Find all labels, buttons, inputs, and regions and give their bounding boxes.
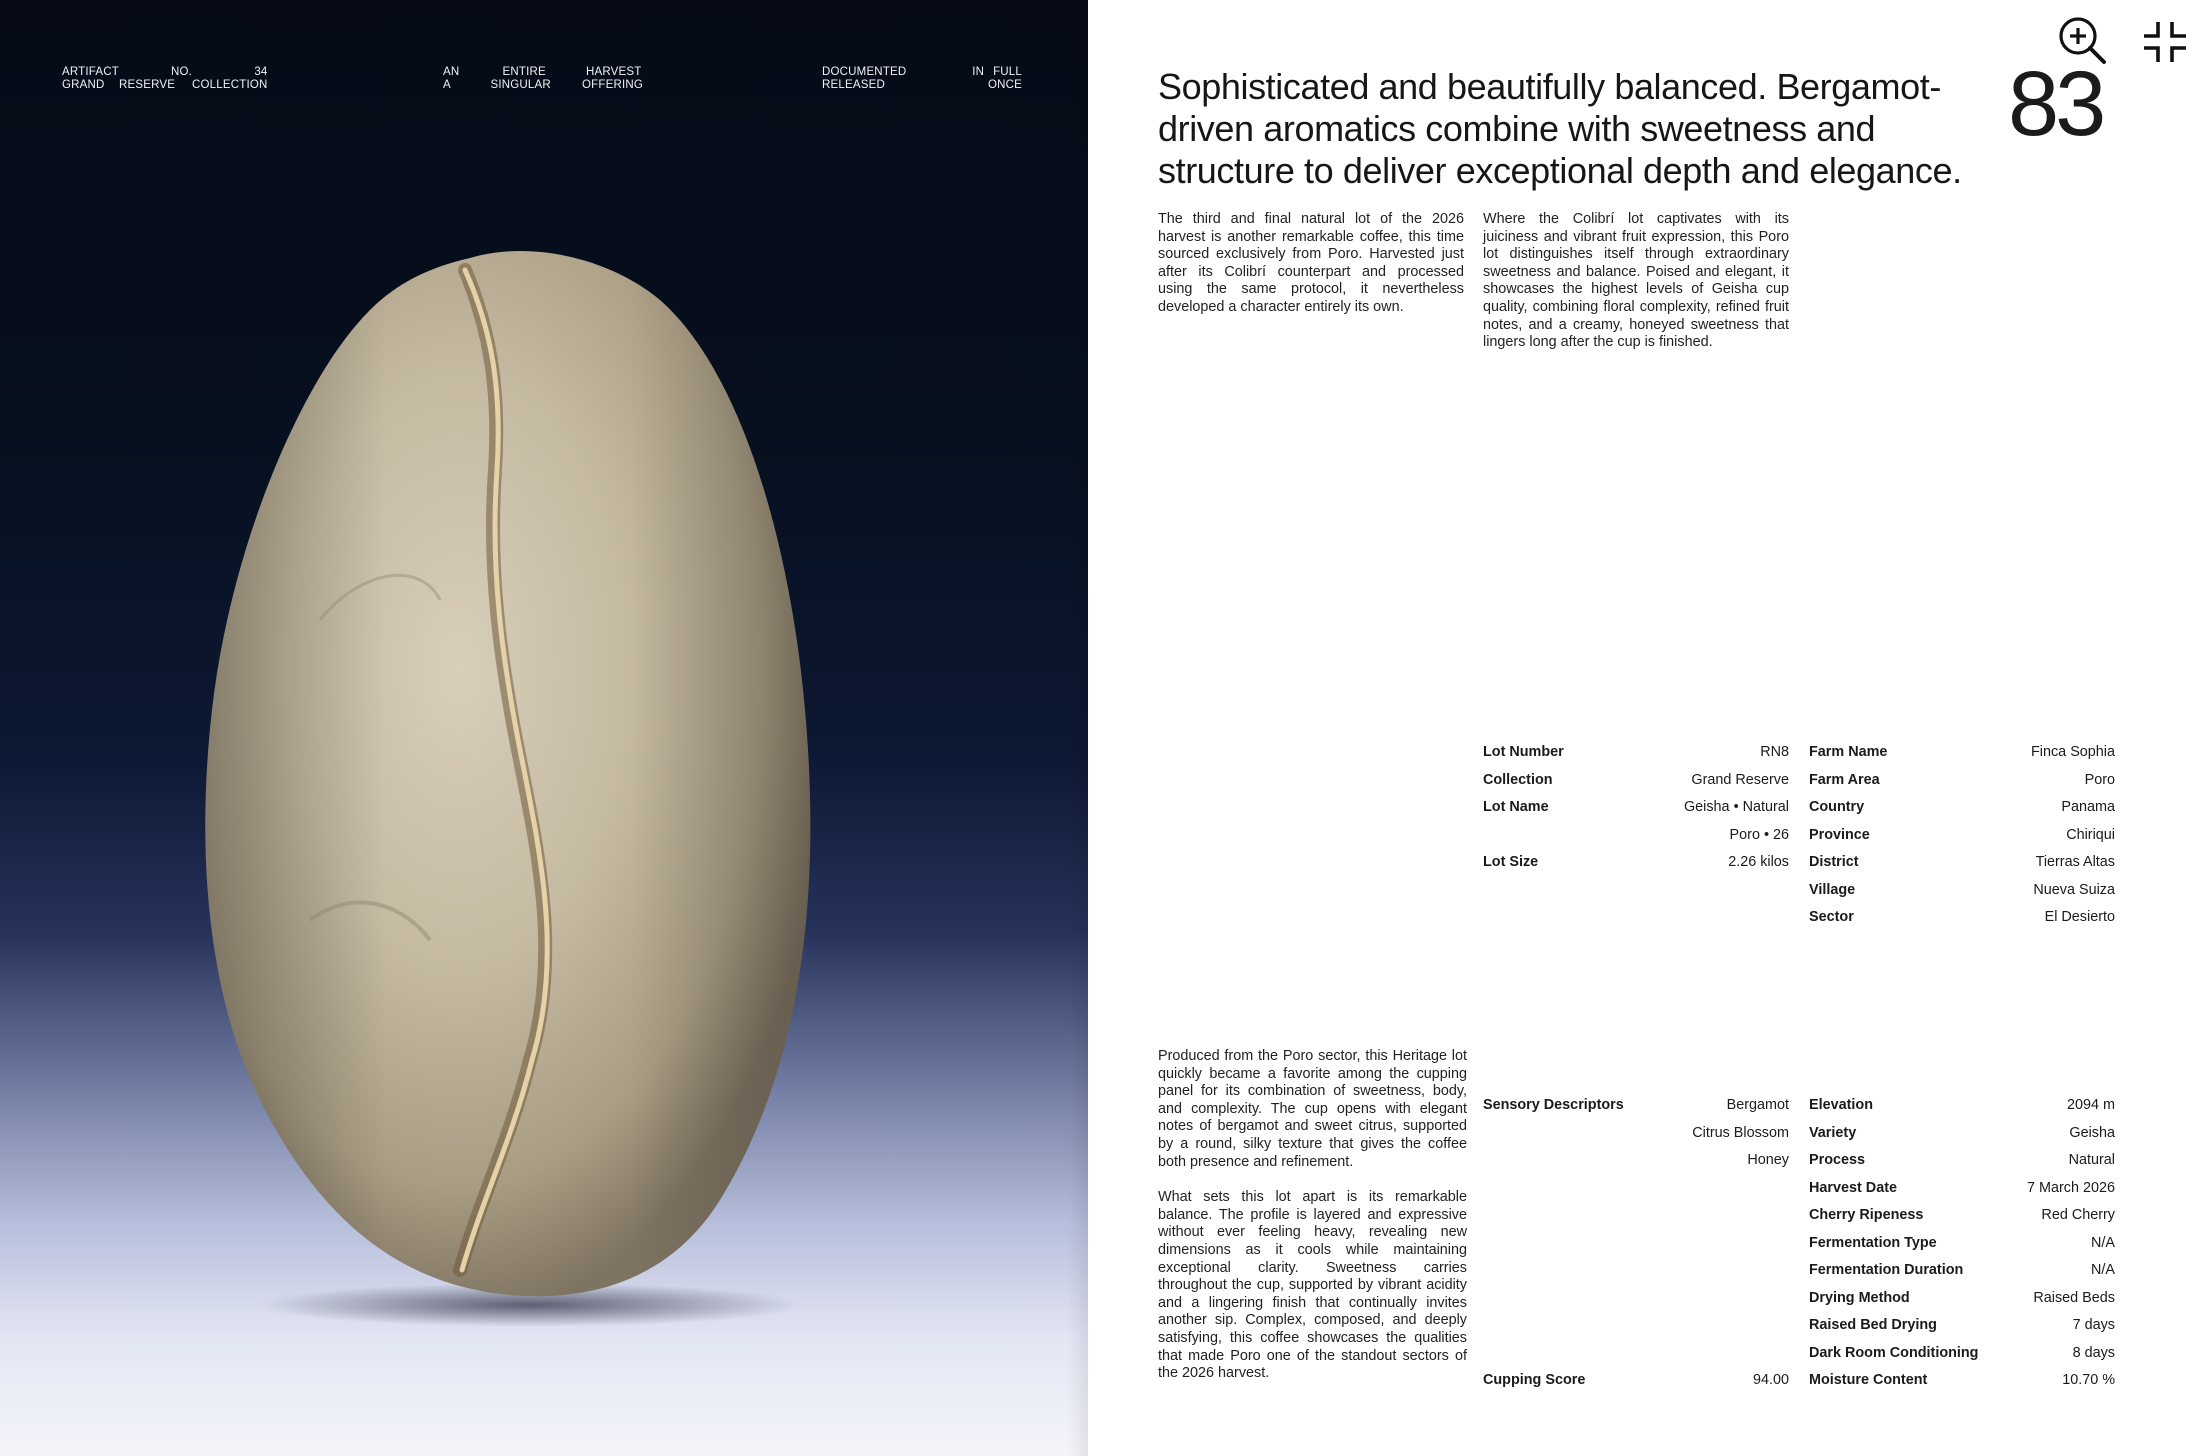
header-text: GRAND	[62, 79, 105, 91]
header-text: 34	[254, 66, 268, 78]
spec-label: Drying Method	[1809, 1290, 1910, 1306]
spec-value: Poro	[2084, 772, 2115, 788]
description-paragraph: Produced from the Poro sector, this Heritage lot quickly became a favorite among the cupping panel for its combination of sweetness, body, and complexity. The cup opens with elegant notes of bergamot and sweet citrus, supported by a round, silky texture that gives the coffee both presence and refinement.	[1158, 1048, 1467, 1170]
spec-row	[1483, 1123, 1789, 1143]
spec-value: 7 March 2026	[2027, 1180, 2115, 1196]
header-text: RESERVE	[118, 79, 176, 91]
spec-label: Lot Name	[1483, 799, 1549, 815]
spec-row	[1483, 770, 1789, 790]
spec-row	[1809, 1150, 2115, 1170]
spec-label: Dark Room Conditioning	[1809, 1345, 1979, 1361]
spec-value: 7 days	[2072, 1317, 2115, 1333]
spec-row	[1809, 1205, 2115, 1225]
header-text: ENTIRE	[502, 66, 546, 78]
page-number: 83	[2008, 53, 2103, 155]
spec-label: Process	[1809, 1152, 1866, 1168]
spec-label: District	[1809, 854, 1859, 870]
spec-row	[1809, 1315, 2115, 1335]
spec-value: Citrus Blossom	[1692, 1125, 1789, 1141]
spec-value: Red Cherry	[2041, 1207, 2115, 1223]
header-text: ARTIFACT	[62, 66, 119, 78]
header-text: IN	[972, 66, 985, 78]
spec-value: Tierras Altas	[2035, 854, 2115, 870]
spec-value: Finca Sophia	[2031, 744, 2115, 760]
spec-label: Elevation	[1809, 1097, 1873, 1113]
spec-row	[1809, 852, 2115, 872]
spec-value: RN8	[1760, 744, 1789, 760]
spec-label: Collection	[1483, 772, 1553, 788]
header-text: AN	[443, 66, 460, 78]
spec-row	[1809, 797, 2115, 817]
header-text: NO.	[170, 66, 193, 78]
spec-label: Fermentation Duration	[1809, 1262, 1964, 1278]
spec-label: Variety	[1809, 1125, 1857, 1141]
intro-paragraph: The third and final natural lot of the 2026 harvest is another remarkable coffee, this time sourced exclusively from Poro. Harvested just after its Colibrí counterpart and processed using the same protocol, it nevertheless developed a character entirely its own.	[1158, 211, 1464, 315]
coffee-bean-photo	[200, 240, 840, 1330]
header-text: SINGULAR	[490, 79, 551, 91]
spec-label: Harvest Date	[1809, 1180, 1897, 1196]
header-text: OFFERING	[581, 79, 643, 91]
spec-row	[1483, 1150, 1789, 1170]
spec-label: Farm Name	[1809, 744, 1888, 760]
collapse-button[interactable]	[2142, 12, 2186, 68]
spec-value: 2094 m	[2067, 1097, 2115, 1113]
spec-row	[1483, 742, 1789, 762]
spec-row	[1809, 1370, 2115, 1390]
spec-label: Cupping Score	[1483, 1372, 1586, 1388]
spec-label: Province	[1809, 827, 1870, 843]
spec-label: Lot Number	[1483, 744, 1564, 760]
header-text: ONCE	[987, 79, 1022, 91]
spec-value: Geisha	[2069, 1125, 2115, 1141]
spec-label: Country	[1809, 799, 1865, 815]
spec-value: 94.00	[1752, 1372, 1789, 1388]
spec-row	[1483, 797, 1789, 817]
spec-row	[1809, 770, 2115, 790]
spec-row	[1483, 1370, 1789, 1390]
spec-row	[1809, 1123, 2115, 1143]
spec-row	[1809, 1178, 2115, 1198]
spec-value: Raised Beds	[2033, 1290, 2115, 1306]
spec-value: 2.26 kilos	[1728, 854, 1789, 870]
spec-row	[1483, 852, 1789, 872]
header-group-harvest	[443, 66, 643, 92]
spec-row	[1809, 907, 2115, 927]
spec-label: Cherry Ripeness	[1809, 1207, 1924, 1223]
artifact-header	[62, 66, 1022, 96]
spec-row	[1809, 742, 2115, 762]
spine-shadow	[1068, 0, 1088, 1456]
description-paragraph: What sets this lot apart is its remarkable balance. The profile is layered and expressive without ever feeling heavy, revealing new dimensions as it cools while maintaining exceptional clarity. Sweetness carries throughout the cup, supported by vibrant acidity and a lingering finish that continually invites another sip. Complex, composed, and deeply satisfying, this coffee showcases the qualities that made Poro one of the standout sectors of the 2026 harvest.	[1158, 1189, 1467, 1382]
header-text: COLLECTION	[192, 79, 268, 91]
spec-row	[1809, 1095, 2115, 1115]
intro-paragraph: Where the Colibrí lot captivates with its juiciness and vibrant fruit expression, this Poro lot distinguishes itself through extraordinary sweetness and balance. Poised and elegant, it showcases the highest levels of Geisha cup quality, combining floral complexity, refined fruit notes, and a creamy, honeyed sweetness that lingers long after the cup is finished.	[1483, 211, 1789, 351]
spec-row	[1809, 1233, 2115, 1253]
header-text: DOCUMENTED	[822, 66, 907, 78]
header-group-release	[822, 66, 1022, 92]
spec-value: Grand Reserve	[1691, 772, 1789, 788]
spec-row	[1483, 825, 1789, 845]
spec-label: Lot Size	[1483, 854, 1539, 870]
spec-value: N/A	[2091, 1262, 2115, 1278]
spec-value: Bergamot	[1726, 1097, 1789, 1113]
header-text: HARVEST	[585, 66, 642, 78]
headline: Sophisticated and beautifully balanced. Bergamot-driven aromatics combine with sweetness and structure to deliver exceptional depth and elegance.	[1158, 66, 1962, 191]
photo-page	[0, 0, 1088, 1456]
spec-row	[1483, 1095, 1789, 1115]
spec-row	[1809, 1288, 2115, 1308]
spec-value: Poro • 26	[1729, 827, 1789, 843]
spec-value: Natural	[2068, 1152, 2115, 1168]
spec-row	[1809, 1343, 2115, 1363]
spec-label: Moisture Content	[1809, 1372, 1928, 1388]
description-text	[1158, 1048, 1467, 1401]
spec-label: Village	[1809, 882, 1856, 898]
spec-row	[1809, 825, 2115, 845]
spec-label: Raised Bed Drying	[1809, 1317, 1937, 1333]
spec-label: Fermentation Type	[1809, 1235, 1937, 1251]
spec-value: Chiriqui	[2066, 827, 2115, 843]
collapse-icon	[2142, 12, 2186, 68]
spec-row	[1809, 1260, 2115, 1280]
spec-value: 10.70 %	[2062, 1372, 2115, 1388]
spec-value: Nueva Suiza	[2033, 882, 2115, 898]
spec-row	[1809, 880, 2115, 900]
spec-value: Panama	[2061, 799, 2115, 815]
header-text: A	[443, 79, 451, 91]
spec-label: Sensory Descriptors	[1483, 1097, 1624, 1113]
spec-value: El Desierto	[2044, 909, 2115, 925]
spec-label: Sector	[1809, 909, 1854, 925]
spec-value: 8 days	[2072, 1345, 2115, 1361]
spec-value: Geisha • Natural	[1683, 799, 1789, 815]
header-text: FULL	[993, 66, 1022, 78]
header-text: RELEASED	[822, 79, 885, 91]
spec-label: Farm Area	[1809, 772, 1880, 788]
header-group-artifact	[62, 66, 268, 92]
spec-value: N/A	[2091, 1235, 2115, 1251]
spec-value: Honey	[1747, 1152, 1789, 1168]
